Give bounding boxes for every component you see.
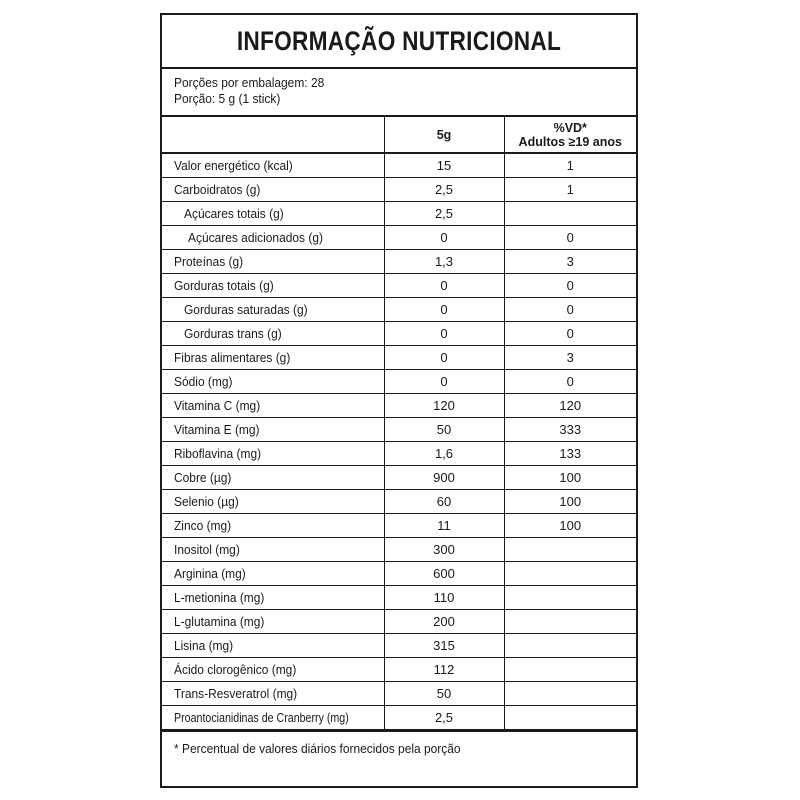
- nutrient-name: [162, 633, 384, 657]
- portion-info: [162, 67, 636, 115]
- nutrient-name: [162, 153, 384, 177]
- nutrient-daily-value: 100: [504, 489, 636, 513]
- nutrient-name: [162, 201, 384, 225]
- nutrient-name: [162, 657, 384, 681]
- nutrient-name: [162, 537, 384, 561]
- nutrient-amount: 0: [384, 321, 504, 345]
- nutrient-daily-value: 100: [504, 465, 636, 489]
- nutrient-amount: 50: [384, 681, 504, 705]
- footnote: [162, 730, 636, 768]
- table-row: [162, 225, 636, 249]
- nutrition-label: [160, 13, 638, 788]
- nutrient-amount: 1,3: [384, 249, 504, 273]
- nutrient-amount: 15: [384, 153, 504, 177]
- nutrient-daily-value: 120: [504, 393, 636, 417]
- nutrient-amount: 11: [384, 513, 504, 537]
- nutrient-daily-value: [504, 657, 636, 681]
- table-row: [162, 441, 636, 465]
- nutrient-name-text: Lisina (mg): [174, 637, 234, 653]
- nutrient-daily-value: 133: [504, 441, 636, 465]
- nutrient-name: [162, 417, 384, 441]
- nutrient-daily-value: 1: [504, 177, 636, 201]
- nutrient-name: [162, 609, 384, 633]
- nutrient-amount: 60: [384, 489, 504, 513]
- nutrient-name-text: Carboidratos (g): [174, 181, 261, 197]
- nutrient-name: [162, 513, 384, 537]
- table-row: [162, 681, 636, 705]
- nutrient-amount: 110: [384, 585, 504, 609]
- nutrient-amount: 50: [384, 417, 504, 441]
- nutrient-name: [162, 681, 384, 705]
- header-dv-line2: Adultos ≥19 anos: [518, 134, 622, 149]
- label-title: INFORMAÇÃO NUTRICIONAL: [236, 26, 562, 56]
- nutrient-name: [162, 393, 384, 417]
- nutrient-name: [162, 465, 384, 489]
- nutrient-name-text: Gorduras totais (g): [174, 277, 274, 293]
- nutrient-daily-value: 1: [504, 153, 636, 177]
- table-row: [162, 657, 636, 681]
- table-row: [162, 633, 636, 657]
- table-row: [162, 369, 636, 393]
- nutrient-amount: 1,6: [384, 441, 504, 465]
- nutrient-name-text: Vitamina E (mg): [174, 421, 260, 437]
- table-row: [162, 321, 636, 345]
- table-row: [162, 393, 636, 417]
- nutrient-name: [162, 249, 384, 273]
- nutrient-name-text: Açúcares adicionados (g): [188, 229, 323, 245]
- nutrient-name-text: Arginina (mg): [174, 565, 246, 581]
- nutrient-daily-value: 0: [504, 225, 636, 249]
- nutrient-name: [162, 705, 384, 729]
- nutrient-name-text: Proteínas (g): [174, 253, 244, 269]
- table-row: [162, 513, 636, 537]
- nutrient-amount: 900: [384, 465, 504, 489]
- table-row: [162, 249, 636, 273]
- nutrient-name-text: Proantocianidinas de Cranberry (mg): [174, 709, 349, 725]
- nutrient-amount: 2,5: [384, 201, 504, 225]
- table-row: [162, 561, 636, 585]
- table-row: [162, 489, 636, 513]
- nutrient-daily-value: 0: [504, 321, 636, 345]
- table-header-row: [162, 116, 636, 153]
- nutrient-name-text: Açúcares totais (g): [184, 205, 284, 221]
- table-row: [162, 537, 636, 561]
- footnote-text: * Percentual de valores diários fornecidos pela porção: [174, 740, 461, 756]
- nutrition-table: [162, 115, 636, 730]
- table-row: [162, 201, 636, 225]
- nutrient-daily-value: [504, 681, 636, 705]
- nutrient-name: [162, 345, 384, 369]
- nutrient-amount: 0: [384, 225, 504, 249]
- nutrient-daily-value: 0: [504, 297, 636, 321]
- nutrient-name-text: Selenio (µg): [174, 493, 239, 509]
- nutrient-name: [162, 561, 384, 585]
- nutrient-name: [162, 489, 384, 513]
- nutrient-amount: 315: [384, 633, 504, 657]
- nutrient-name: [162, 297, 384, 321]
- nutrient-daily-value: 333: [504, 417, 636, 441]
- nutrient-name: [162, 585, 384, 609]
- nutrient-daily-value: 3: [504, 345, 636, 369]
- nutrient-name-text: Gorduras trans (g): [184, 325, 282, 341]
- nutrient-daily-value: [504, 609, 636, 633]
- nutrient-amount: 0: [384, 273, 504, 297]
- nutrient-name-text: Zinco (mg): [174, 517, 232, 533]
- nutrient-amount: 2,5: [384, 177, 504, 201]
- nutrient-name-text: Cobre (µg): [174, 469, 232, 485]
- nutrient-daily-value: [504, 633, 636, 657]
- nutrient-name-text: Trans-Resveratrol (mg): [174, 685, 298, 701]
- header-nutrient: [162, 116, 384, 153]
- nutrient-amount: 112: [384, 657, 504, 681]
- nutrient-amount: 2,5: [384, 705, 504, 729]
- header-amount: 5g: [384, 116, 504, 153]
- nutrient-daily-value: [504, 201, 636, 225]
- nutrient-name-text: Ácido clorogênico (mg): [174, 661, 297, 677]
- nutrient-daily-value: 0: [504, 273, 636, 297]
- nutrient-name-text: Sódio (mg): [174, 373, 233, 389]
- nutrient-amount: 0: [384, 369, 504, 393]
- nutrient-name: [162, 441, 384, 465]
- table-row: [162, 585, 636, 609]
- nutrient-name-text: Vitamina C (mg): [174, 397, 261, 413]
- portions-per-package: Porções por embalagem: 28: [174, 75, 325, 90]
- nutrient-name-text: Gorduras saturadas (g): [184, 301, 308, 317]
- table-row: [162, 345, 636, 369]
- table-row: [162, 153, 636, 177]
- header-dv-line1: %VD*: [553, 120, 587, 135]
- nutrient-name-text: L-glutamina (mg): [174, 613, 265, 629]
- nutrient-daily-value: 100: [504, 513, 636, 537]
- nutrient-daily-value: [504, 705, 636, 729]
- nutrient-name-text: Inositol (mg): [174, 541, 240, 557]
- nutrient-amount: 200: [384, 609, 504, 633]
- table-row: [162, 465, 636, 489]
- nutrient-daily-value: [504, 561, 636, 585]
- nutrient-amount: 0: [384, 297, 504, 321]
- table-row: [162, 273, 636, 297]
- nutrient-daily-value: 3: [504, 249, 636, 273]
- table-row: [162, 417, 636, 441]
- nutrient-name: [162, 321, 384, 345]
- nutrient-name-text: Valor energético (kcal): [174, 157, 293, 173]
- nutrient-daily-value: [504, 585, 636, 609]
- nutrient-daily-value: 0: [504, 369, 636, 393]
- nutrient-name-text: Fibras alimentares (g): [174, 349, 291, 365]
- nutrient-amount: 600: [384, 561, 504, 585]
- header-daily-value: [504, 116, 636, 153]
- nutrient-amount: 0: [384, 345, 504, 369]
- table-row: [162, 297, 636, 321]
- nutrient-name: [162, 369, 384, 393]
- nutrient-name: [162, 273, 384, 297]
- nutrient-name-text: Riboflavina (mg): [174, 445, 262, 461]
- nutrient-daily-value: [504, 537, 636, 561]
- nutrient-name: [162, 225, 384, 249]
- nutrient-name: [162, 177, 384, 201]
- table-row: [162, 609, 636, 633]
- nutrient-name-text: L-metionina (mg): [174, 589, 265, 605]
- nutrient-amount: 300: [384, 537, 504, 561]
- table-row: [162, 177, 636, 201]
- nutrient-amount: 120: [384, 393, 504, 417]
- table-row: [162, 705, 636, 729]
- serving-size: Porção: 5 g (1 stick): [174, 91, 281, 106]
